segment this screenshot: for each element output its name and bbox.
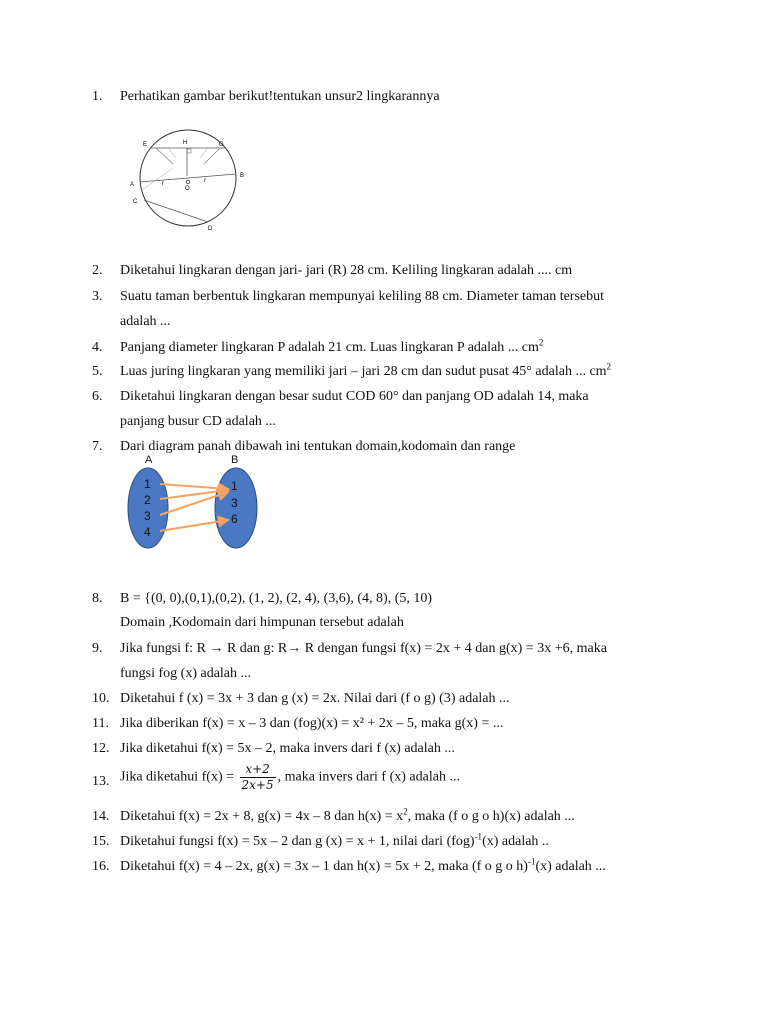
question-number: 10. [92, 691, 110, 706]
question-9 [0, 640, 768, 680]
question-text: Diketahui f(x) = 4 – 2x, g(x) = 3x – 1 dan h(x) = 5x + 2, maka (f o g o h) [120, 859, 528, 874]
question-text: Diketahui f(x) = 2x + 8, g(x) = 4x – 8 dan h(x) = x [120, 809, 404, 824]
question-number: 1. [92, 89, 103, 104]
question-number: 5. [92, 364, 103, 379]
question-text-wrap [120, 339, 543, 357]
chord-ce [142, 168, 173, 190]
question-number: 3. [92, 289, 103, 304]
arrow-diagram [124, 452, 268, 554]
hatch-2 [200, 148, 208, 158]
question-number: 16. [92, 859, 110, 874]
fraction [240, 762, 276, 793]
question-text: Panjang diameter lingkaran P adalah 21 cm. Luas lingkaran P adalah ... cm [120, 340, 539, 355]
center-point [186, 180, 190, 184]
question-text: Jika fungsi f: R → R dan g: R→ R dengan fungsi f(x) = 2x + 4 dan g(x) = 3x +6, maka [120, 641, 607, 656]
question-text: Jika diberikan f(x) = x – 3 dan (fog)(x) = x² + 2x – 5, maka g(x) = ... [120, 716, 504, 731]
question-8 [0, 590, 768, 630]
set-a-label: A [145, 454, 153, 466]
radius-e [156, 148, 173, 164]
circle-figure [128, 124, 252, 236]
question-text: Diketahui lingkaran dengan besar sudut COD 60° dan panjang OD adalah 14, maka [120, 389, 589, 404]
question-13 [0, 762, 768, 800]
label-c: C [133, 199, 138, 205]
set-b-label: B [231, 454, 239, 466]
question-text-post: (x) adalah ... [535, 859, 606, 874]
diameter-ab [140, 174, 236, 182]
question-text: Diketahui f (x) = 3x + 3 dan g (x) = 2x. Nilai dari (f o g) (3) adalah ... [120, 691, 510, 706]
set-a-item: 1 [144, 477, 151, 491]
set-b-item: 1 [231, 479, 238, 493]
question-text-wrap [120, 858, 606, 876]
superscript: 2 [538, 337, 544, 348]
superscript: -1 [474, 831, 483, 842]
question-continuation: Domain ,Kodomain dari himpunan tersebut adalah [120, 615, 404, 630]
set-a-item: 2 [144, 493, 151, 507]
set-a-item: 3 [144, 509, 151, 523]
question-text: Perhatikan gambar berikut!tentukan unsur2 lingkarannya [120, 89, 440, 104]
question-number: 6. [92, 389, 103, 404]
question-text: Suatu taman berbentuk lingkaran mempunyai keliling 88 cm. Diameter taman tersebut [120, 289, 605, 304]
question-number: 12. [92, 741, 110, 756]
superscript: -1 [527, 856, 536, 867]
question-text: Dari diagram panah dibawah ini tentukan domain,kodomain dan range [120, 439, 516, 454]
question-number: 14. [92, 809, 110, 824]
question-text: Diketahui fungsi f(x) = 5x – 2 dan g (x) = x + 1, nilai dari (fog) [120, 834, 475, 849]
right-angle-mark [187, 149, 191, 153]
question-3 [0, 288, 768, 328]
set-b-item: 6 [231, 512, 238, 526]
label-o: O [185, 186, 190, 192]
label-r-left: r [162, 181, 164, 187]
question-number: 4. [92, 340, 103, 355]
question-continuation: panjang busur CD adalah ... [120, 414, 276, 429]
label-g: G [219, 142, 224, 148]
question-text-wrap [120, 808, 575, 826]
question-text-post: , maka invers dari f (x) adalah ... [277, 769, 460, 785]
question-number: 11. [92, 716, 109, 731]
label-e: E [143, 142, 148, 148]
superscript: 2 [403, 806, 408, 817]
question-continuation: adalah ... [120, 314, 171, 329]
label-h: H [183, 140, 188, 146]
question-text: Luas juring lingkaran yang memiliki jari – jari 28 cm dan sudut pusat 45° adalah ... cm [120, 364, 607, 379]
question-text-wrap [120, 762, 460, 793]
question-number: 8. [92, 591, 103, 606]
label-b: B [240, 173, 245, 179]
question-number: 15. [92, 834, 110, 849]
question-number: 13. [92, 774, 110, 789]
fraction-numerator: x+2 [240, 762, 276, 778]
label-a: A [130, 182, 135, 188]
question-text-wrap [120, 363, 611, 381]
label-d: D [208, 226, 213, 232]
question-text-pre: Jika diketahui f(x) = [120, 769, 238, 785]
question-number: 9. [92, 641, 103, 656]
question-text: Jika diketahui f(x) = 5x – 2, maka invers dari f (x) adalah ... [120, 741, 455, 756]
question-text: Diketahui lingkaran dengan jari- jari (R) 28 cm. Keliling lingkaran adalah .... cm [120, 263, 573, 278]
question-text: B = {(0, 0),(0,1),(0,2), (1, 2), (2, 4), (3,6), (4, 8), (5, 10) [120, 591, 433, 606]
label-r-right: r [204, 178, 206, 184]
question-6 [0, 388, 768, 428]
superscript: 2 [606, 361, 612, 372]
fraction-denominator: 2x+5 [241, 778, 274, 792]
question-text-post: (x) adalah .. [482, 834, 549, 849]
question-text-post: , maka (f o g o h)(x) adalah ... [407, 809, 575, 824]
hatch-1 [168, 148, 176, 158]
set-b-item: 3 [231, 496, 238, 510]
question-number: 2. [92, 263, 103, 278]
question-text-wrap [120, 833, 549, 851]
set-a-item: 4 [144, 525, 151, 539]
question-continuation: fungsi fog (x) adalah ... [120, 666, 252, 681]
question-number: 7. [92, 439, 103, 454]
